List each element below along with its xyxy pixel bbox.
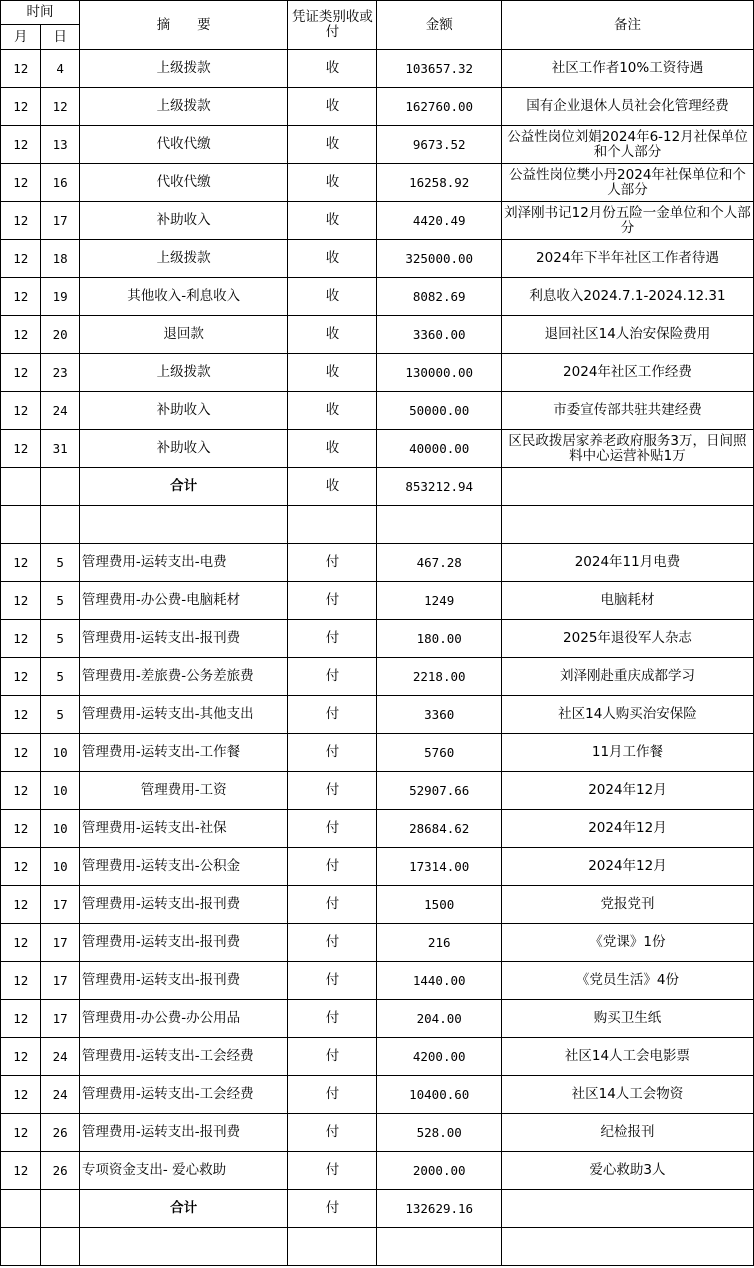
remark-cell: 社区14人工会电影票 xyxy=(501,1038,753,1076)
remark-cell: 市委宣传部共驻共建经费 xyxy=(501,392,753,430)
header-month: 月 xyxy=(1,25,41,50)
table-row xyxy=(1,696,754,734)
voucher-type-cell: 收 xyxy=(288,50,377,88)
voucher-type-cell: 收 xyxy=(288,240,377,278)
table-row xyxy=(1,126,754,164)
summary-cell: 管理费用-差旅费-公务差旅费 xyxy=(79,658,287,696)
month-cell: 12 xyxy=(1,278,41,316)
remark-cell: 公益性岗位刘娟2024年6-12月社保单位和个人部分 xyxy=(501,126,753,164)
summary-cell: 管理费用-办公费-办公用品 xyxy=(79,1000,287,1038)
header-remark: 备注 xyxy=(501,1,753,50)
summary-cell: 上级拨款 xyxy=(79,240,287,278)
table-row xyxy=(1,316,754,354)
voucher-type-cell: 付 xyxy=(288,620,377,658)
total-type: 收 xyxy=(288,468,377,506)
summary-cell: 管理费用-运转支出-报刊费 xyxy=(79,886,287,924)
day-cell: 31 xyxy=(41,430,79,468)
voucher-type-cell: 收 xyxy=(288,164,377,202)
month-cell: 12 xyxy=(1,240,41,278)
amount-cell: 180.00 xyxy=(377,620,501,658)
amount-cell: 103657.32 xyxy=(377,50,501,88)
summary-cell: 管理费用-办公费-电脑耗材 xyxy=(79,582,287,620)
amount-cell: 8082.69 xyxy=(377,278,501,316)
voucher-type-cell: 收 xyxy=(288,392,377,430)
day-cell: 18 xyxy=(41,240,79,278)
amount-cell: 2218.00 xyxy=(377,658,501,696)
summary-cell: 管理费用-运转支出-其他支出 xyxy=(79,696,287,734)
table-row xyxy=(1,620,754,658)
summary-cell: 管理费用-工资 xyxy=(79,772,287,810)
table-row xyxy=(1,544,754,582)
table-row xyxy=(1,962,754,1000)
day-cell: 4 xyxy=(41,50,79,88)
empty-cell xyxy=(41,506,79,544)
month-cell: 12 xyxy=(1,88,41,126)
voucher-type-cell: 付 xyxy=(288,544,377,582)
amount-cell: 50000.00 xyxy=(377,392,501,430)
empty-cell xyxy=(377,1228,501,1266)
voucher-type-cell: 付 xyxy=(288,924,377,962)
table-row xyxy=(1,88,754,126)
month-cell: 12 xyxy=(1,316,41,354)
amount-cell: 9673.52 xyxy=(377,126,501,164)
month-cell: 12 xyxy=(1,1114,41,1152)
month-cell: 12 xyxy=(1,848,41,886)
voucher-type-cell: 付 xyxy=(288,1076,377,1114)
table-row xyxy=(1,1038,754,1076)
day-cell: 26 xyxy=(41,1114,79,1152)
month-cell: 12 xyxy=(1,658,41,696)
day-cell: 5 xyxy=(41,658,79,696)
header-amount: 金额 xyxy=(377,1,501,50)
remark-cell: 利息收入2024.7.1-2024.12.31 xyxy=(501,278,753,316)
remark-cell: 社区工作者10%工资待遇 xyxy=(501,50,753,88)
empty-cell xyxy=(1,506,41,544)
day-cell: 5 xyxy=(41,620,79,658)
day-cell: 5 xyxy=(41,582,79,620)
remark-cell: 区民政拨居家养老政府服务3万，日间照料中心运营补贴1万 xyxy=(501,430,753,468)
table-row xyxy=(1,164,754,202)
remark-cell: 2024年12月 xyxy=(501,848,753,886)
summary-cell: 管理费用-运转支出-社保 xyxy=(79,810,287,848)
amount-cell: 528.00 xyxy=(377,1114,501,1152)
month-cell: 12 xyxy=(1,1038,41,1076)
remark-cell: 《党课》1份 xyxy=(501,924,753,962)
amount-cell: 10400.60 xyxy=(377,1076,501,1114)
amount-cell: 1500 xyxy=(377,886,501,924)
month-cell: 12 xyxy=(1,620,41,658)
day-cell: 17 xyxy=(41,202,79,240)
summary-cell: 其他收入-利息收入 xyxy=(79,278,287,316)
remark-cell: 2024年社区工作经费 xyxy=(501,354,753,392)
month-cell: 12 xyxy=(1,202,41,240)
table-row xyxy=(1,50,754,88)
remark-cell: 国有企业退休人员社会化管理经费 xyxy=(501,88,753,126)
amount-cell: 40000.00 xyxy=(377,430,501,468)
table-row xyxy=(1,886,754,924)
voucher-type-cell: 付 xyxy=(288,658,377,696)
empty-cell xyxy=(79,506,287,544)
total-amount: 853212.94 xyxy=(377,468,501,506)
empty-cell xyxy=(1,1228,41,1266)
voucher-type-cell: 收 xyxy=(288,316,377,354)
empty-cell xyxy=(79,1228,287,1266)
remark-cell: 社区14人工会物资 xyxy=(501,1076,753,1114)
empty-cell xyxy=(288,506,377,544)
table-row xyxy=(1,392,754,430)
amount-cell: 3360.00 xyxy=(377,316,501,354)
amount-cell: 3360 xyxy=(377,696,501,734)
month-cell: 12 xyxy=(1,1000,41,1038)
amount-cell: 16258.92 xyxy=(377,164,501,202)
day-cell: 23 xyxy=(41,354,79,392)
empty-cell xyxy=(41,1190,79,1228)
summary-cell: 代收代缴 xyxy=(79,164,287,202)
month-cell: 12 xyxy=(1,734,41,772)
month-cell: 12 xyxy=(1,886,41,924)
day-cell: 10 xyxy=(41,772,79,810)
table-row xyxy=(1,924,754,962)
voucher-type-cell: 付 xyxy=(288,1038,377,1076)
day-cell: 24 xyxy=(41,1038,79,1076)
header-day: 日 xyxy=(41,25,79,50)
summary-cell: 管理费用-运转支出-公积金 xyxy=(79,848,287,886)
amount-cell: 1440.00 xyxy=(377,962,501,1000)
total-label: 合计 xyxy=(79,468,287,506)
table-row xyxy=(1,734,754,772)
empty-cell xyxy=(501,1190,753,1228)
table-row xyxy=(1,810,754,848)
header-time: 时间 xyxy=(1,1,80,25)
day-cell: 16 xyxy=(41,164,79,202)
day-cell: 26 xyxy=(41,1152,79,1190)
day-cell: 17 xyxy=(41,886,79,924)
summary-cell: 专项资金支出- 爱心救助 xyxy=(79,1152,287,1190)
amount-cell: 216 xyxy=(377,924,501,962)
table-row xyxy=(1,1076,754,1114)
voucher-type-cell: 付 xyxy=(288,810,377,848)
empty-row xyxy=(1,1228,754,1266)
table-row xyxy=(1,1000,754,1038)
month-cell: 12 xyxy=(1,544,41,582)
summary-cell: 上级拨款 xyxy=(79,88,287,126)
amount-cell: 5760 xyxy=(377,734,501,772)
day-cell: 5 xyxy=(41,696,79,734)
table-row xyxy=(1,658,754,696)
voucher-type-cell: 付 xyxy=(288,696,377,734)
summary-cell: 退回款 xyxy=(79,316,287,354)
remark-cell: 2025年退役军人杂志 xyxy=(501,620,753,658)
amount-cell: 4420.49 xyxy=(377,202,501,240)
voucher-type-cell: 收 xyxy=(288,354,377,392)
table-row xyxy=(1,354,754,392)
remark-cell: 《党员生活》4份 xyxy=(501,962,753,1000)
remark-cell: 11月工作餐 xyxy=(501,734,753,772)
table-row xyxy=(1,1152,754,1190)
table-row xyxy=(1,240,754,278)
voucher-type-cell: 付 xyxy=(288,962,377,1000)
total-label: 合计 xyxy=(79,1190,287,1228)
remark-cell: 2024年11月电费 xyxy=(501,544,753,582)
empty-cell xyxy=(41,1228,79,1266)
month-cell: 12 xyxy=(1,696,41,734)
summary-cell: 管理费用-运转支出-工会经费 xyxy=(79,1076,287,1114)
amount-cell: 162760.00 xyxy=(377,88,501,126)
amount-cell: 2000.00 xyxy=(377,1152,501,1190)
amount-cell: 52907.66 xyxy=(377,772,501,810)
total-type: 付 xyxy=(288,1190,377,1228)
month-cell: 12 xyxy=(1,164,41,202)
voucher-type-cell: 收 xyxy=(288,430,377,468)
voucher-type-cell: 付 xyxy=(288,1000,377,1038)
month-cell: 12 xyxy=(1,50,41,88)
empty-cell xyxy=(377,506,501,544)
summary-cell: 上级拨款 xyxy=(79,50,287,88)
empty-cell xyxy=(41,468,79,506)
remark-cell: 购买卫生纸 xyxy=(501,1000,753,1038)
summary-cell: 补助收入 xyxy=(79,392,287,430)
total-amount: 132629.16 xyxy=(377,1190,501,1228)
month-cell: 12 xyxy=(1,924,41,962)
voucher-type-cell: 付 xyxy=(288,1152,377,1190)
table-row xyxy=(1,278,754,316)
summary-cell: 管理费用-运转支出-报刊费 xyxy=(79,1114,287,1152)
summary-cell: 补助收入 xyxy=(79,430,287,468)
day-cell: 12 xyxy=(41,88,79,126)
amount-cell: 130000.00 xyxy=(377,354,501,392)
voucher-type-cell: 付 xyxy=(288,772,377,810)
summary-cell: 上级拨款 xyxy=(79,354,287,392)
day-cell: 17 xyxy=(41,924,79,962)
amount-cell: 1249 xyxy=(377,582,501,620)
empty-cell xyxy=(1,1190,41,1228)
remark-cell: 纪检报刊 xyxy=(501,1114,753,1152)
summary-cell: 补助收入 xyxy=(79,202,287,240)
day-cell: 13 xyxy=(41,126,79,164)
voucher-type-cell: 付 xyxy=(288,582,377,620)
summary-cell: 管理费用-运转支出-报刊费 xyxy=(79,924,287,962)
expense_total-row xyxy=(1,1190,754,1228)
table-row xyxy=(1,772,754,810)
remark-cell: 公益性岗位樊小丹2024年社保单位和个人部分 xyxy=(501,164,753,202)
summary-cell: 管理费用-运转支出-工会经费 xyxy=(79,1038,287,1076)
amount-cell: 4200.00 xyxy=(377,1038,501,1076)
summary-cell: 代收代缴 xyxy=(79,126,287,164)
voucher-type-cell: 收 xyxy=(288,126,377,164)
summary-cell: 管理费用-运转支出-电费 xyxy=(79,544,287,582)
month-cell: 12 xyxy=(1,354,41,392)
header-summary: 摘 要 xyxy=(79,1,287,50)
empty-cell xyxy=(1,468,41,506)
table-row xyxy=(1,1114,754,1152)
remark-cell: 2024年下半年社区工作者待遇 xyxy=(501,240,753,278)
remark-cell: 刘泽刚赴重庆成都学习 xyxy=(501,658,753,696)
month-cell: 12 xyxy=(1,126,41,164)
remark-cell: 党报党刊 xyxy=(501,886,753,924)
day-cell: 17 xyxy=(41,962,79,1000)
amount-cell: 325000.00 xyxy=(377,240,501,278)
summary-cell: 管理费用-运转支出-工作餐 xyxy=(79,734,287,772)
table-row xyxy=(1,430,754,468)
voucher-type-cell: 收 xyxy=(288,88,377,126)
empty-cell xyxy=(501,1228,753,1266)
table-row xyxy=(1,848,754,886)
empty-cell xyxy=(501,506,753,544)
remark-cell: 退回社区14人治安保险费用 xyxy=(501,316,753,354)
day-cell: 10 xyxy=(41,848,79,886)
month-cell: 12 xyxy=(1,392,41,430)
table-row xyxy=(1,202,754,240)
month-cell: 12 xyxy=(1,962,41,1000)
voucher-type-cell: 付 xyxy=(288,734,377,772)
month-cell: 12 xyxy=(1,810,41,848)
month-cell: 12 xyxy=(1,430,41,468)
table-row xyxy=(1,582,754,620)
amount-cell: 204.00 xyxy=(377,1000,501,1038)
day-cell: 19 xyxy=(41,278,79,316)
month-cell: 12 xyxy=(1,1076,41,1114)
voucher-type-cell: 收 xyxy=(288,202,377,240)
voucher-type-cell: 付 xyxy=(288,848,377,886)
month-cell: 12 xyxy=(1,1152,41,1190)
day-cell: 17 xyxy=(41,1000,79,1038)
amount-cell: 17314.00 xyxy=(377,848,501,886)
voucher-type-cell: 付 xyxy=(288,886,377,924)
summary-cell: 管理费用-运转支出-报刊费 xyxy=(79,620,287,658)
summary-cell: 管理费用-运转支出-报刊费 xyxy=(79,962,287,1000)
header-row-1 xyxy=(1,1,754,25)
day-cell: 24 xyxy=(41,1076,79,1114)
amount-cell: 467.28 xyxy=(377,544,501,582)
day-cell: 5 xyxy=(41,544,79,582)
remark-cell: 2024年12月 xyxy=(501,772,753,810)
remark-cell: 2024年12月 xyxy=(501,810,753,848)
income_total-row xyxy=(1,468,754,506)
remark-cell: 爱心救助3人 xyxy=(501,1152,753,1190)
empty-row xyxy=(1,506,754,544)
day-cell: 10 xyxy=(41,734,79,772)
remark-cell: 社区14人购买治安保险 xyxy=(501,696,753,734)
empty-cell xyxy=(501,468,753,506)
header-voucher-type: 凭证类别收或付 xyxy=(288,1,377,50)
day-cell: 20 xyxy=(41,316,79,354)
remark-cell: 刘泽刚书记12月份五险一金单位和个人部分 xyxy=(501,202,753,240)
day-cell: 10 xyxy=(41,810,79,848)
month-cell: 12 xyxy=(1,582,41,620)
amount-cell: 28684.62 xyxy=(377,810,501,848)
voucher-type-cell: 付 xyxy=(288,1114,377,1152)
empty-cell xyxy=(288,1228,377,1266)
remark-cell: 电脑耗材 xyxy=(501,582,753,620)
voucher-type-cell: 收 xyxy=(288,278,377,316)
month-cell: 12 xyxy=(1,772,41,810)
day-cell: 24 xyxy=(41,392,79,430)
